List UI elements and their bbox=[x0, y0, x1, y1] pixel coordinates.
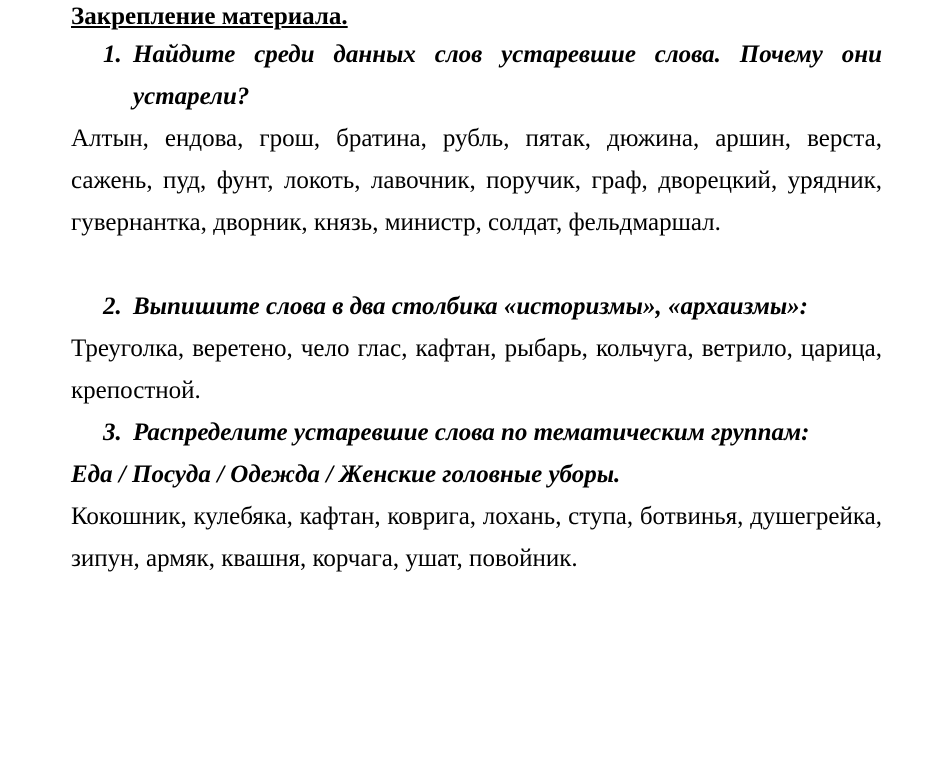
task-3-groups: Еда / Посуда / Одежда / Женские головные уборы. bbox=[71, 461, 621, 488]
task-1-prompt: Найдите среди данных слов устаревшие слова. Почему они устарели? bbox=[133, 41, 882, 110]
task-1 bbox=[71, 34, 882, 118]
section-heading: Закрепление материала. bbox=[71, 3, 348, 30]
task-3-number: 3. bbox=[103, 419, 122, 446]
task-2-prompt: Выпишите слова в два столбика «историзмы», «архаизмы»: bbox=[133, 293, 808, 320]
document-page bbox=[71, 0, 882, 580]
task-2-words: Треуголка, веретено, чело глас, кафтан, рыбарь, кольчуга, ветрило, царица, крепостной. bbox=[71, 335, 882, 404]
task-3-prompt: Распределите устаревшие слова по тематическим группам: bbox=[133, 419, 810, 446]
spacer bbox=[71, 244, 882, 286]
task-1-words: Алтын, ендова, грош, братина, рубль, пятак, дюжина, аршин, верста, сажень, пуд, фунт, локоть, лавочник, поручик, граф, дворецкий, урядник, гувернантка, дворник, князь, министр, солдат, фельдмаршал. bbox=[71, 125, 882, 236]
task-3-words: Кокошник, кулебяка, кафтан, коврига, лохань, ступа, ботвинья, душегрейка, зипун, армяк, квашня, корчага, ушат, повойник. bbox=[71, 503, 882, 572]
task-3 bbox=[71, 412, 882, 454]
task-2 bbox=[71, 286, 882, 328]
task-2-number: 2. bbox=[103, 293, 122, 320]
task-1-number: 1. bbox=[103, 41, 122, 68]
